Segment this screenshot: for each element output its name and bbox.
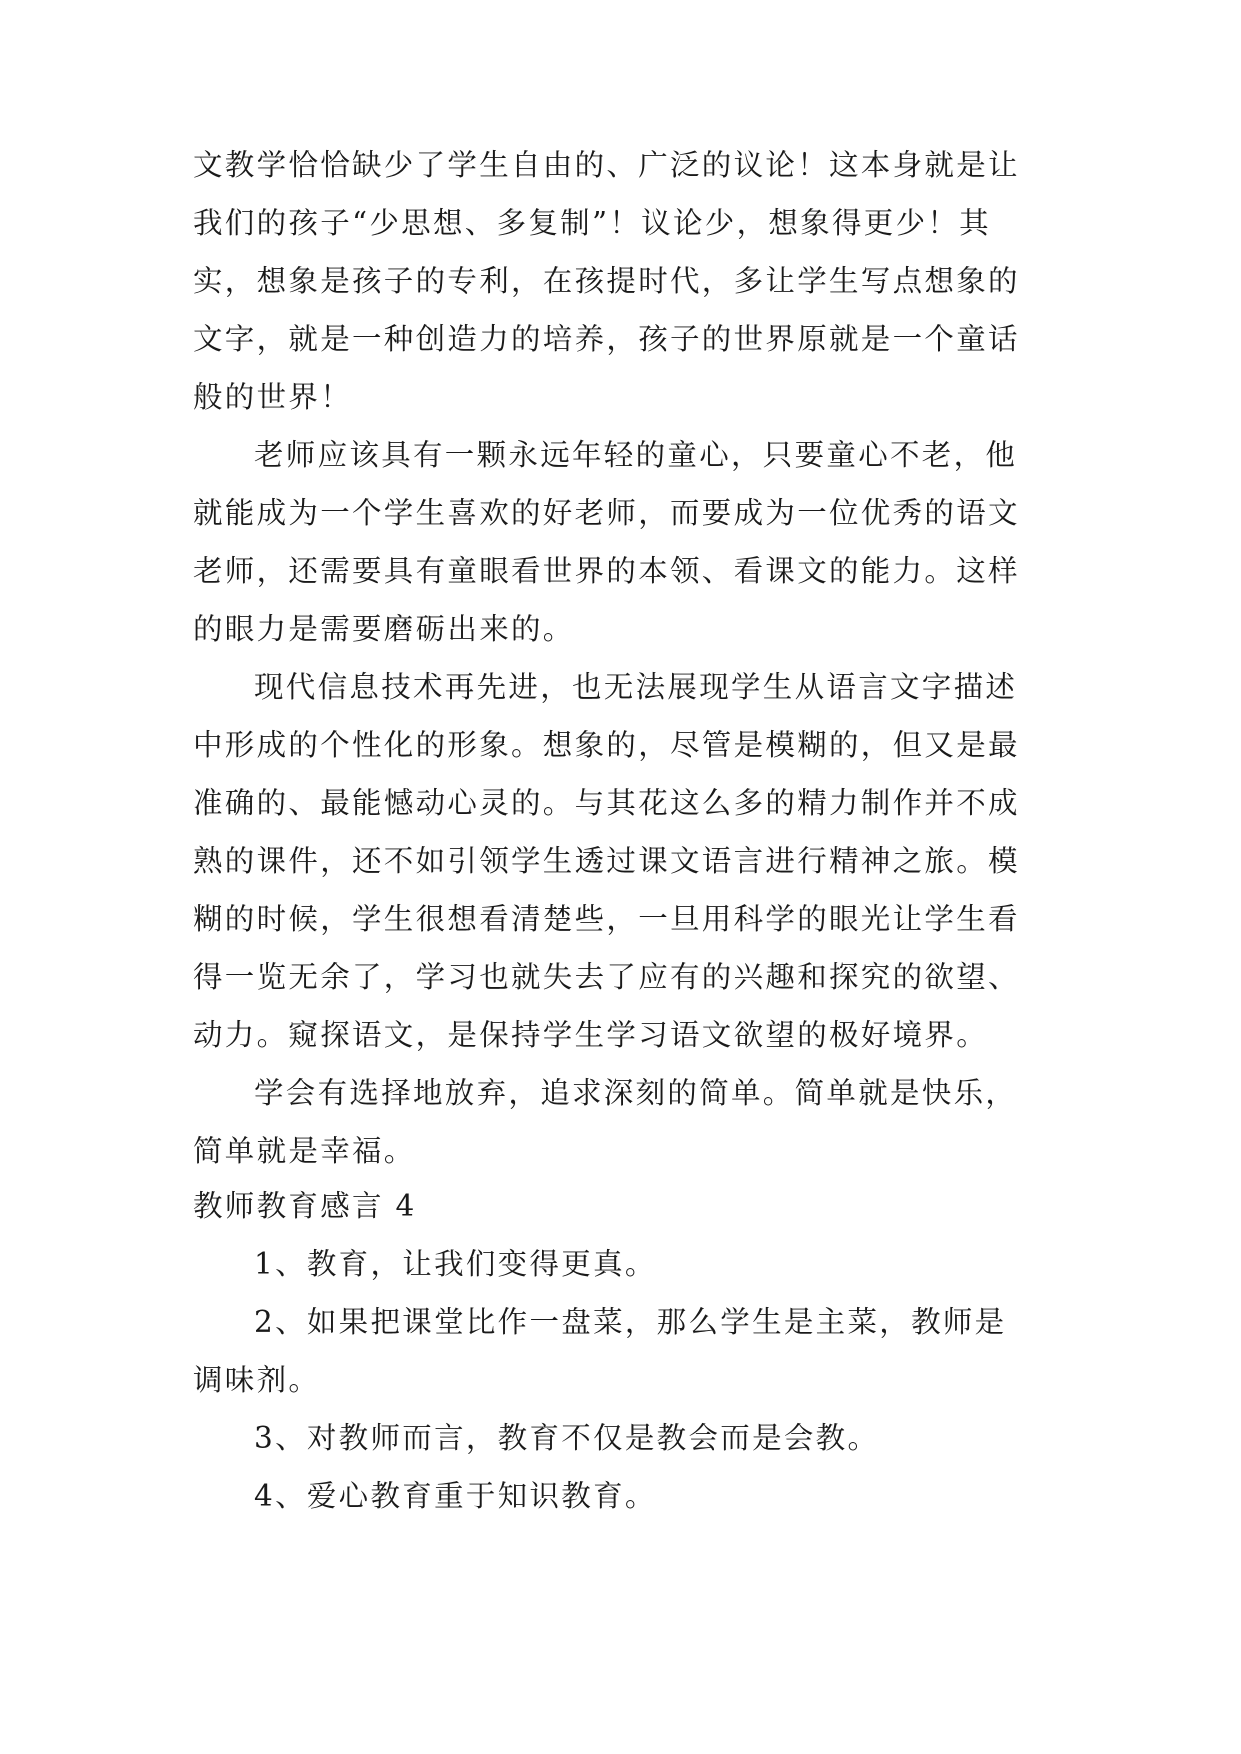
paragraph-line: 就能成为一个学生喜欢的好老师，而要成为一位优秀的语文 xyxy=(193,496,1020,530)
list-item: 4、爱心教育重于知识教育。 xyxy=(254,1479,657,1513)
list-item: 1、教育，让我们变得更真。 xyxy=(254,1247,657,1281)
paragraph-line: 学会有选择地放弃，追求深刻的简单。简单就是快乐， xyxy=(254,1076,1018,1110)
paragraph-line: 中形成的个性化的形象。想象的，尽管是模糊的，但又是最 xyxy=(193,728,1020,762)
paragraph-line: 现代信息技术再先进，也无法展现学生从语言文字描述 xyxy=(254,670,1018,704)
paragraph-line: 熟的课件，还不如引领学生透过课文语言进行精神之旅。模 xyxy=(193,844,1020,878)
paragraph-line: 老师应该具有一颗永远年轻的童心，只要童心不老，他 xyxy=(254,438,1018,472)
paragraph-line: 老师，还需要具有童眼看世界的本领、看课文的能力。这样 xyxy=(193,554,1020,588)
paragraph-line: 得一览无余了，学习也就失去了应有的兴趣和探究的欲望、 xyxy=(193,960,1020,994)
section-heading: 教师教育感言 4 xyxy=(193,1189,417,1223)
paragraph-line: 的眼力是需要磨砺出来的。 xyxy=(193,612,575,646)
list-item: 2、如果把课堂比作一盘菜，那么学生是主菜，教师是 xyxy=(254,1305,1007,1339)
paragraph-line: 简单就是幸福。 xyxy=(193,1134,416,1168)
paragraph-line: 般的世界！ xyxy=(193,380,353,414)
list-item-continuation: 调味剂。 xyxy=(193,1363,321,1397)
paragraph-line: 动力。窥探语文，是保持学生学习语文欲望的极好境界。 xyxy=(193,1018,989,1052)
paragraph-line: 实，想象是孩子的专利，在孩提时代，多让学生写点想象的 xyxy=(193,264,1020,298)
paragraph-line: 文字，就是一种创造力的培养，孩子的世界原就是一个童话 xyxy=(193,322,1020,356)
paragraph-line: 文教学恰恰缺少了学生自由的、广泛的议论！这本身就是让 xyxy=(193,148,1020,182)
paragraph-line: 糊的时候，学生很想看清楚些，一旦用科学的眼光让学生看 xyxy=(193,902,1020,936)
list-item: 3、对教师而言，教育不仅是教会而是会教。 xyxy=(254,1421,880,1455)
paragraph-line: 我们的孩子“少思想、多复制”！议论少，想象得更少！其 xyxy=(193,206,991,240)
paragraph-line: 准确的、最能憾动心灵的。与其花这么多的精力制作并不成 xyxy=(193,786,1020,820)
